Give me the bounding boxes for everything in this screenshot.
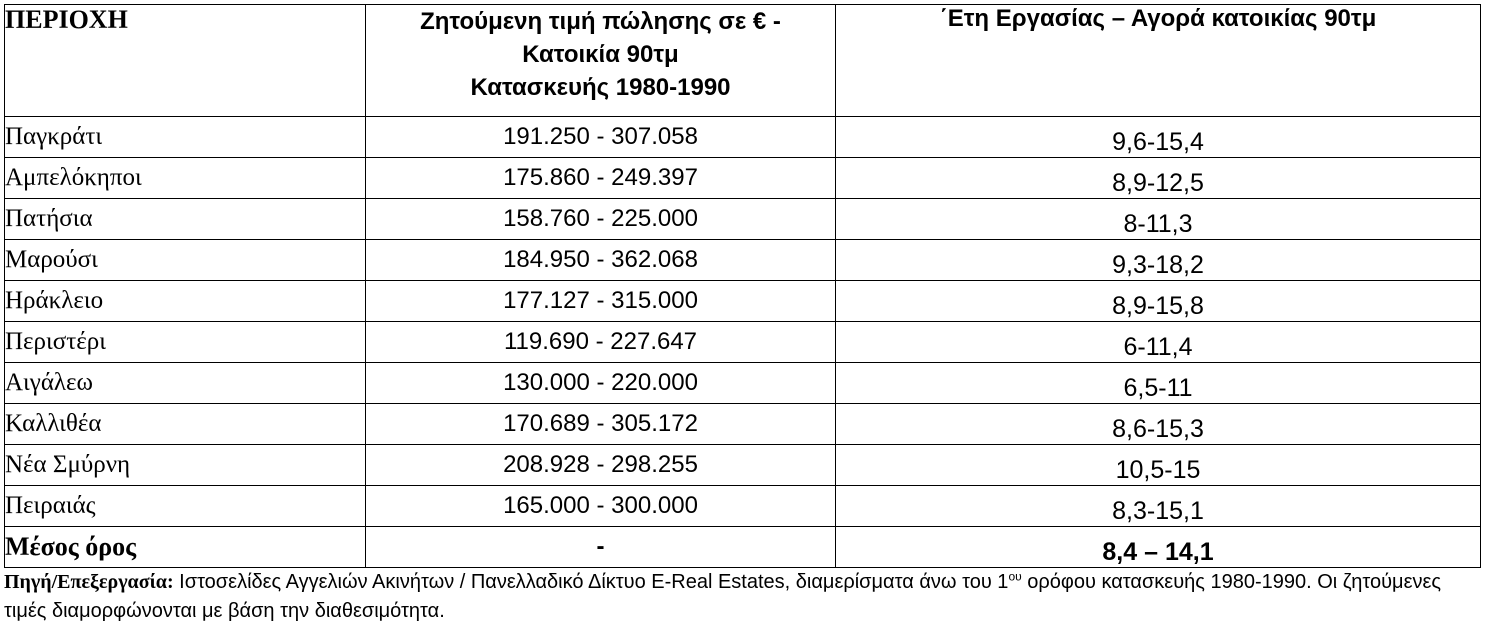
years-cell: 8,9-12,5 xyxy=(836,158,1481,199)
housing-price-table xyxy=(4,4,1481,568)
area-cell: Περιστέρι xyxy=(5,322,366,363)
header-price xyxy=(366,5,836,117)
area-cell: Ηράκλειο xyxy=(5,281,366,322)
source-label: Πηγή/Επεξεργασία: xyxy=(4,571,174,593)
area-cell: Νέα Σμύρνη xyxy=(5,445,366,486)
average-row xyxy=(5,527,1481,568)
price-cell: 158.760 - 225.000 xyxy=(366,199,836,240)
table-row xyxy=(5,158,1481,199)
footnote-text-part1: Ιστοσελίδες Αγγελιών Ακινήτων / Πανελλαδικό Δίκτυο E-Real Estates, διαμερίσματα άνω του 1 xyxy=(173,571,1009,593)
table-row xyxy=(5,445,1481,486)
area-cell: Πατήσια xyxy=(5,199,366,240)
area-cell: Αμπελόκηποι xyxy=(5,158,366,199)
average-label: Μέσος όρος xyxy=(5,527,366,568)
price-cell: 130.000 - 220.000 xyxy=(366,363,836,404)
table-row xyxy=(5,199,1481,240)
footnote-superscript: ου xyxy=(1008,569,1022,584)
years-cell: 10,5-15 xyxy=(836,445,1481,486)
header-area: ΠΕΡΙΟΧΗ xyxy=(5,5,366,117)
area-cell: Αιγάλεω xyxy=(5,363,366,404)
area-cell: Παγκράτι xyxy=(5,117,366,158)
years-cell: 9,3-18,2 xyxy=(836,240,1481,281)
table-header-row xyxy=(5,5,1481,117)
years-cell: 8-11,3 xyxy=(836,199,1481,240)
price-cell: 119.690 - 227.647 xyxy=(366,322,836,363)
table-row xyxy=(5,322,1481,363)
price-cell: 191.250 - 307.058 xyxy=(366,117,836,158)
area-cell: Καλλιθέα xyxy=(5,404,366,445)
years-cell: 9,6-15,4 xyxy=(836,117,1481,158)
footnote-text-part2: ορόφου κατασκευής 1980-1990. Οι ζητούμενες τιμές διαμορφώνονται με βάση την διαθεσιμότητα. xyxy=(4,571,1442,622)
price-cell: 184.950 - 362.068 xyxy=(366,240,836,281)
table-row xyxy=(5,363,1481,404)
source-footnote xyxy=(4,568,1482,626)
years-cell: 6,5-11 xyxy=(836,363,1481,404)
table-row xyxy=(5,281,1481,322)
years-cell: 8,9-15,8 xyxy=(836,281,1481,322)
price-cell: 208.928 - 298.255 xyxy=(366,445,836,486)
header-price-line2: Κατοικία 90τμ xyxy=(522,41,679,68)
price-cell: 175.860 - 249.397 xyxy=(366,158,836,199)
table-row xyxy=(5,486,1481,527)
average-price: - xyxy=(366,527,836,568)
price-cell: 177.127 - 315.000 xyxy=(366,281,836,322)
area-cell: Μαρούσι xyxy=(5,240,366,281)
price-cell: 170.689 - 305.172 xyxy=(366,404,836,445)
years-cell: 8,3-15,1 xyxy=(836,486,1481,527)
years-cell: 8,6-15,3 xyxy=(836,404,1481,445)
price-cell: 165.000 - 300.000 xyxy=(366,486,836,527)
average-years: 8,4 – 14,1 xyxy=(836,527,1481,568)
table-row xyxy=(5,117,1481,158)
years-cell: 6-11,4 xyxy=(836,322,1481,363)
table-row xyxy=(5,404,1481,445)
header-price-line1: Ζητούμενη τιμή πώλησης σε € - xyxy=(420,8,781,35)
table-row xyxy=(5,240,1481,281)
header-years: ΄Ετη Εργασίας – Αγορά κατοικίας 90τμ xyxy=(836,5,1481,117)
area-cell: Πειραιάς xyxy=(5,486,366,527)
header-price-line3: Κατασκευής 1980-1990 xyxy=(470,74,731,101)
